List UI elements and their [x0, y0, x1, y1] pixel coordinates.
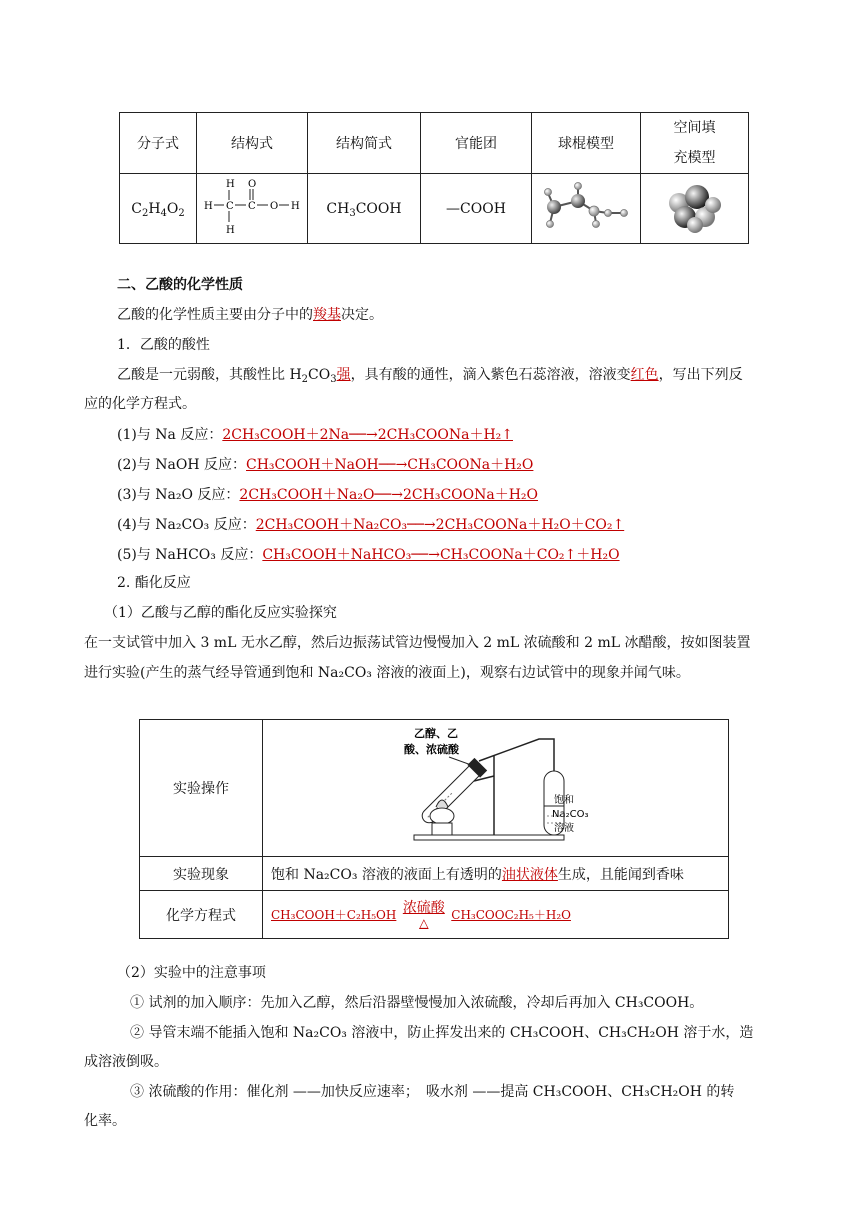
reaction-5: (5)与 NaHCO₃ 反应：CH₃COOH＋NaHCO₃──→CH₃COONa＋CO₂↑＋H₂O: [117, 547, 620, 563]
cell-simplified-formula: $CH_3COOH$: [308, 174, 421, 244]
subheading-notes: （2）实验中的注意事项: [117, 965, 266, 981]
atom-h-left: H: [204, 200, 213, 212]
cell-structural-formula: [197, 174, 308, 244]
row-equation-label: 化学方程式: [140, 891, 263, 939]
reaction-1: (1)与 Na 反应：2CH₃COOH＋2Na──→2CH₃COONa＋H₂↑: [117, 427, 513, 443]
note-2-continued: 成溶液倒吸。: [84, 1054, 168, 1070]
subheading-acidity: 1．乙酸的酸性: [117, 337, 210, 353]
atom-o-right: O: [270, 200, 279, 212]
reaction-condition: 浓硫酸 △: [402, 899, 445, 930]
atom-h-right: H: [291, 200, 300, 212]
row-phenomenon-label: 实验现象: [140, 857, 263, 891]
header-structural-formula: 结构式: [197, 113, 308, 174]
row-operation-label: 实验操作: [140, 720, 263, 857]
carboxyl-highlight: 羧基: [313, 307, 341, 323]
ball-stick-model-image: [538, 179, 634, 235]
space-filling-model-image: [655, 179, 735, 235]
note-3-continued: 化率。: [84, 1113, 126, 1129]
header-molecular-formula: 分子式: [120, 113, 197, 174]
row-phenomenon-value: 饱和 Na₂CO₃ 溶液的液面上有透明的油状液体生成，且能闻到香味: [263, 857, 729, 891]
header-space-filling-model: 空间填 充模型: [641, 113, 749, 174]
cell-molecular-formula: $C_2H_4O_2$: [120, 174, 197, 244]
solution-label-1: 饱和: [554, 795, 574, 806]
intro-paragraph: 乙酸的化学性质主要由分子中的羧基决定。: [117, 307, 383, 323]
header-ball-stick-model: 球棍模型: [532, 113, 641, 174]
note-2: ② 导管末端不能插入饱和 Na₂CO₃ 溶液中，防止挥发出来的 CH₃COOH、CH₃CH₂OH 溶于水，造: [130, 1025, 754, 1041]
reaction-3: (3)与 Na₂O 反应：2CH₃COOH＋Na₂O──→2CH₃COONa＋H₂O: [117, 487, 539, 503]
atom-o-top: O: [248, 178, 257, 190]
experiment-line1: 在一支试管中加入 3 mL 无水乙醇，然后边振荡试管边慢慢加入 2 mL 浓硫酸和 2 mL 冰醋酸，按如图装置: [84, 635, 751, 651]
section-title: 二、乙酸的化学性质: [117, 277, 243, 293]
reaction-4: (4)与 Na₂CO₃ 反应：2CH₃COOH＋Na₂CO₃──→2CH₃COONa＋H₂O＋CO₂↑: [117, 517, 625, 533]
subheading-experiment: （1）乙酸与乙醇的酯化反应实验探究: [104, 605, 337, 621]
atom-h-bottom: H: [226, 224, 235, 236]
structural-formula-diagram: [198, 175, 306, 239]
cell-space-filling-model: [641, 174, 749, 244]
solution-label-3: 溶液: [554, 823, 574, 834]
subheading-esterification: 2. 酯化反应: [117, 575, 191, 591]
row-equation-value: CH₃COOH＋C₂H₅OH 浓硫酸 △ CH₃COOC₂H₅＋H₂O: [263, 891, 729, 939]
esterification-apparatus-diagram: [264, 721, 724, 851]
cell-ball-stick-model: [532, 174, 641, 244]
acetic-acid-structure-table: [119, 112, 749, 244]
reagent-label-2: 酸、浓硫酸: [404, 743, 459, 756]
acidity-paragraph-line2: 应的化学方程式。: [84, 396, 196, 412]
experiment-table: [139, 719, 729, 939]
reagent-label-1: 乙醇、乙: [414, 727, 458, 740]
experiment-line2: 进行实验(产生的蒸气经导管通到饱和 Na₂CO₃ 溶液的液面上)，观察右边试管中的现象并闻气味。: [84, 665, 690, 681]
reaction-list: [117, 424, 624, 574]
note-3: ③ 浓硫酸的作用：催化剂 ——加快反应速率； 吸水剂 ——提高 CH₃COOH、CH₃CH₂OH 的转: [130, 1084, 735, 1100]
note-1: ① 试剂的加入顺序：先加入乙醇，然后沿器壁慢慢加入浓硫酸，冷却后再加入 CH₃COOH。: [130, 995, 704, 1011]
solution-label-2: Na₂CO₃: [552, 809, 589, 820]
atom-h-top: H: [226, 178, 235, 190]
acidity-paragraph-line1: 乙酸是一元弱酸，其酸性比 $H_2CO_3$强，具有酸的通性，滴入紫色石蕊溶液，溶液变红色，写出下列反: [117, 367, 743, 385]
reaction-2: (2)与 NaOH 反应：CH₃COOH＋NaOH──→CH₃COONa＋H₂O: [117, 457, 534, 473]
atom-c1: C: [226, 200, 234, 212]
header-simplified-formula: 结构简式: [308, 113, 421, 174]
header-functional-group: 官能团: [421, 113, 532, 174]
atom-c2: C: [248, 200, 256, 212]
cell-functional-group: —COOH: [421, 174, 532, 244]
apparatus-cell: [263, 720, 729, 857]
